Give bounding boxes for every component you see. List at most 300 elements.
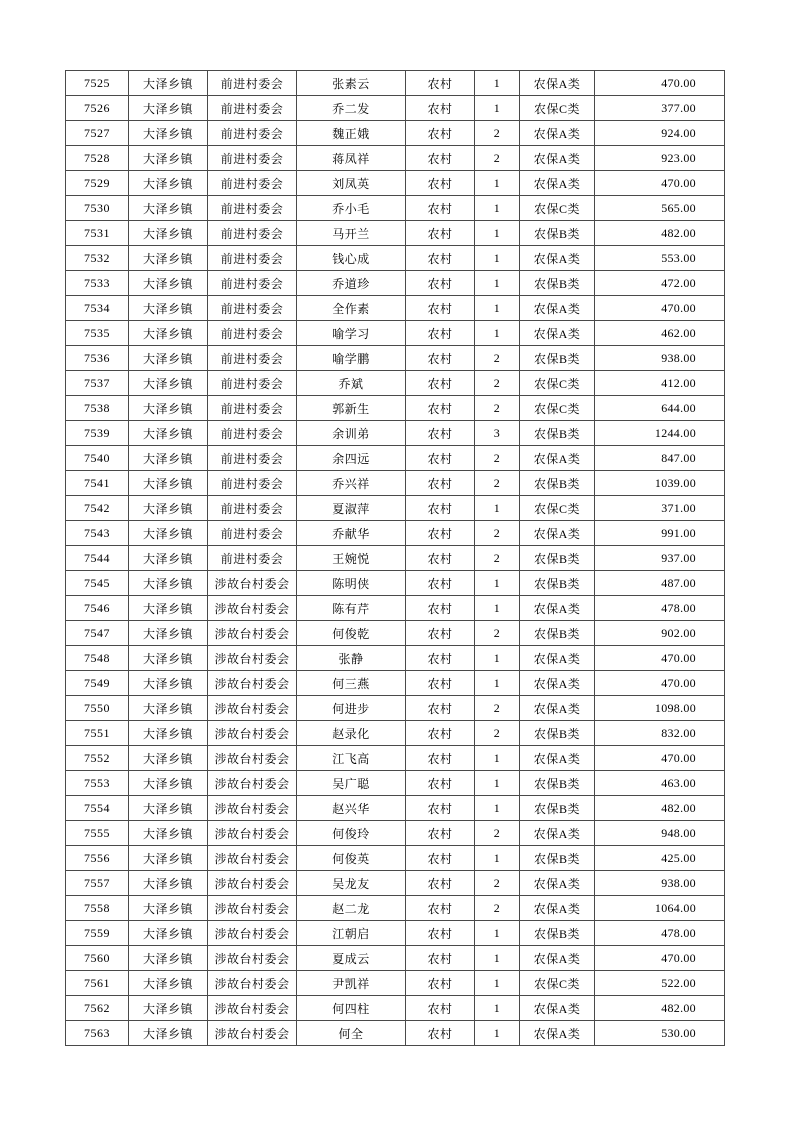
cell-village-committee: 前进村委会	[208, 196, 297, 221]
table-row	[66, 321, 725, 346]
cell-village-committee: 前进村委会	[208, 471, 297, 496]
cell-person-name: 余训弟	[297, 421, 406, 446]
table-row	[66, 296, 725, 321]
cell-residence-category: 农村	[406, 496, 475, 521]
cell-village-committee: 涉故台村委会	[208, 746, 297, 771]
cell-residence-category: 农村	[406, 571, 475, 596]
cell-insurance-type: 农保B类	[520, 721, 595, 746]
cell-record-id: 7540	[66, 446, 129, 471]
cell-insurance-type: 农保A类	[520, 296, 595, 321]
cell-person-count: 2	[475, 871, 520, 896]
cell-amount: 991.00	[595, 521, 725, 546]
cell-amount: 902.00	[595, 621, 725, 646]
cell-person-name: 赵兴华	[297, 796, 406, 821]
table-row	[66, 121, 725, 146]
cell-township: 大泽乡镇	[129, 446, 208, 471]
cell-person-name: 喻学习	[297, 321, 406, 346]
cell-insurance-type: 农保B类	[520, 346, 595, 371]
cell-person-count: 1	[475, 796, 520, 821]
cell-township: 大泽乡镇	[129, 71, 208, 96]
cell-amount: 470.00	[595, 646, 725, 671]
cell-person-name: 乔兴祥	[297, 471, 406, 496]
cell-township: 大泽乡镇	[129, 896, 208, 921]
cell-record-id: 7536	[66, 346, 129, 371]
cell-insurance-type: 农保A类	[520, 146, 595, 171]
cell-person-name: 何三燕	[297, 671, 406, 696]
cell-record-id: 7561	[66, 971, 129, 996]
cell-residence-category: 农村	[406, 996, 475, 1021]
cell-village-committee: 涉故台村委会	[208, 721, 297, 746]
cell-amount: 482.00	[595, 996, 725, 1021]
cell-person-name: 余四远	[297, 446, 406, 471]
cell-residence-category: 农村	[406, 171, 475, 196]
cell-township: 大泽乡镇	[129, 521, 208, 546]
cell-record-id: 7551	[66, 721, 129, 746]
cell-person-name: 乔二发	[297, 96, 406, 121]
cell-village-committee: 前进村委会	[208, 121, 297, 146]
cell-insurance-type: 农保A类	[520, 996, 595, 1021]
table-row	[66, 971, 725, 996]
cell-record-id: 7552	[66, 746, 129, 771]
cell-township: 大泽乡镇	[129, 121, 208, 146]
cell-record-id: 7535	[66, 321, 129, 346]
cell-person-count: 1	[475, 296, 520, 321]
cell-person-count: 1	[475, 921, 520, 946]
cell-township: 大泽乡镇	[129, 1021, 208, 1046]
cell-amount: 425.00	[595, 846, 725, 871]
cell-amount: 412.00	[595, 371, 725, 396]
cell-residence-category: 农村	[406, 246, 475, 271]
cell-person-count: 1	[475, 496, 520, 521]
table-row	[66, 346, 725, 371]
cell-insurance-type: 农保C类	[520, 196, 595, 221]
cell-person-name: 吴龙友	[297, 871, 406, 896]
cell-record-id: 7559	[66, 921, 129, 946]
cell-insurance-type: 农保A类	[520, 671, 595, 696]
cell-amount: 463.00	[595, 771, 725, 796]
cell-person-count: 1	[475, 846, 520, 871]
cell-township: 大泽乡镇	[129, 471, 208, 496]
cell-person-name: 郭新生	[297, 396, 406, 421]
cell-insurance-type: 农保C类	[520, 371, 595, 396]
cell-person-count: 1	[475, 321, 520, 346]
cell-village-committee: 涉故台村委会	[208, 821, 297, 846]
table-row	[66, 146, 725, 171]
cell-village-committee: 前进村委会	[208, 246, 297, 271]
cell-person-name: 何俊英	[297, 846, 406, 871]
cell-person-count: 1	[475, 96, 520, 121]
cell-insurance-type: 农保B类	[520, 771, 595, 796]
cell-person-name: 赵二龙	[297, 896, 406, 921]
cell-village-committee: 前进村委会	[208, 221, 297, 246]
cell-village-committee: 涉故台村委会	[208, 771, 297, 796]
table-row	[66, 621, 725, 646]
cell-residence-category: 农村	[406, 71, 475, 96]
cell-record-id: 7544	[66, 546, 129, 571]
cell-amount: 937.00	[595, 546, 725, 571]
cell-record-id: 7543	[66, 521, 129, 546]
table-row	[66, 846, 725, 871]
cell-village-committee: 涉故台村委会	[208, 671, 297, 696]
table-row	[66, 71, 725, 96]
cell-person-count: 1	[475, 1021, 520, 1046]
cell-village-committee: 涉故台村委会	[208, 796, 297, 821]
cell-amount: 1098.00	[595, 696, 725, 721]
cell-person-count: 1	[475, 571, 520, 596]
cell-amount: 470.00	[595, 946, 725, 971]
cell-township: 大泽乡镇	[129, 771, 208, 796]
cell-person-name: 魏正娥	[297, 121, 406, 146]
cell-village-committee: 涉故台村委会	[208, 571, 297, 596]
cell-residence-category: 农村	[406, 146, 475, 171]
cell-insurance-type: 农保C类	[520, 396, 595, 421]
cell-amount: 478.00	[595, 596, 725, 621]
cell-village-committee: 涉故台村委会	[208, 871, 297, 896]
cell-person-count: 1	[475, 171, 520, 196]
cell-residence-category: 农村	[406, 446, 475, 471]
cell-insurance-type: 农保A类	[520, 821, 595, 846]
table-row	[66, 446, 725, 471]
cell-record-id: 7553	[66, 771, 129, 796]
cell-township: 大泽乡镇	[129, 271, 208, 296]
cell-record-id: 7548	[66, 646, 129, 671]
cell-township: 大泽乡镇	[129, 296, 208, 321]
cell-record-id: 7530	[66, 196, 129, 221]
cell-record-id: 7554	[66, 796, 129, 821]
cell-person-count: 2	[475, 721, 520, 746]
cell-village-committee: 前进村委会	[208, 346, 297, 371]
cell-record-id: 7526	[66, 96, 129, 121]
cell-insurance-type: 农保A类	[520, 696, 595, 721]
table-row	[66, 546, 725, 571]
cell-residence-category: 农村	[406, 821, 475, 846]
cell-person-name: 蒋凤祥	[297, 146, 406, 171]
cell-township: 大泽乡镇	[129, 221, 208, 246]
cell-insurance-type: 农保B类	[520, 221, 595, 246]
cell-residence-category: 农村	[406, 696, 475, 721]
cell-record-id: 7545	[66, 571, 129, 596]
cell-village-committee: 涉故台村委会	[208, 996, 297, 1021]
cell-person-count: 2	[475, 546, 520, 571]
cell-township: 大泽乡镇	[129, 596, 208, 621]
table-row	[66, 396, 725, 421]
cell-amount: 1244.00	[595, 421, 725, 446]
cell-person-name: 吴广聪	[297, 771, 406, 796]
cell-residence-category: 农村	[406, 421, 475, 446]
cell-insurance-type: 农保A类	[520, 746, 595, 771]
cell-person-count: 1	[475, 246, 520, 271]
table-row	[66, 521, 725, 546]
table-row	[66, 271, 725, 296]
cell-record-id: 7556	[66, 846, 129, 871]
table-row	[66, 246, 725, 271]
cell-record-id: 7525	[66, 71, 129, 96]
cell-village-committee: 涉故台村委会	[208, 971, 297, 996]
cell-person-name: 夏成云	[297, 946, 406, 971]
cell-village-committee: 涉故台村委会	[208, 921, 297, 946]
cell-record-id: 7541	[66, 471, 129, 496]
cell-village-committee: 涉故台村委会	[208, 596, 297, 621]
cell-person-count: 1	[475, 771, 520, 796]
table-row	[66, 921, 725, 946]
cell-person-name: 喻学鹏	[297, 346, 406, 371]
cell-insurance-type: 农保B类	[520, 621, 595, 646]
cell-insurance-type: 农保C类	[520, 96, 595, 121]
table-row	[66, 996, 725, 1021]
cell-person-count: 2	[475, 446, 520, 471]
cell-village-committee: 前进村委会	[208, 546, 297, 571]
table-body	[66, 71, 725, 1046]
table-row	[66, 496, 725, 521]
cell-residence-category: 农村	[406, 96, 475, 121]
cell-residence-category: 农村	[406, 371, 475, 396]
cell-insurance-type: 农保B类	[520, 271, 595, 296]
cell-record-id: 7532	[66, 246, 129, 271]
cell-insurance-type: 农保A类	[520, 321, 595, 346]
cell-residence-category: 农村	[406, 946, 475, 971]
cell-residence-category: 农村	[406, 321, 475, 346]
cell-insurance-type: 农保A类	[520, 946, 595, 971]
cell-amount: 487.00	[595, 571, 725, 596]
cell-amount: 832.00	[595, 721, 725, 746]
cell-township: 大泽乡镇	[129, 346, 208, 371]
cell-record-id: 7555	[66, 821, 129, 846]
cell-township: 大泽乡镇	[129, 246, 208, 271]
cell-village-committee: 前进村委会	[208, 146, 297, 171]
cell-person-count: 2	[475, 396, 520, 421]
cell-record-id: 7557	[66, 871, 129, 896]
cell-record-id: 7539	[66, 421, 129, 446]
cell-amount: 470.00	[595, 296, 725, 321]
cell-residence-category: 农村	[406, 221, 475, 246]
cell-insurance-type: 农保A类	[520, 596, 595, 621]
cell-insurance-type: 农保C类	[520, 971, 595, 996]
cell-amount: 377.00	[595, 96, 725, 121]
table-row	[66, 946, 725, 971]
cell-village-committee: 涉故台村委会	[208, 621, 297, 646]
cell-insurance-type: 农保B类	[520, 421, 595, 446]
cell-residence-category: 农村	[406, 396, 475, 421]
cell-residence-category: 农村	[406, 271, 475, 296]
cell-township: 大泽乡镇	[129, 146, 208, 171]
cell-person-name: 乔献华	[297, 521, 406, 546]
cell-person-count: 1	[475, 271, 520, 296]
cell-township: 大泽乡镇	[129, 421, 208, 446]
cell-residence-category: 农村	[406, 621, 475, 646]
table-row	[66, 721, 725, 746]
cell-person-name: 江飞高	[297, 746, 406, 771]
cell-township: 大泽乡镇	[129, 721, 208, 746]
cell-township: 大泽乡镇	[129, 746, 208, 771]
table-row	[66, 771, 725, 796]
cell-person-count: 1	[475, 596, 520, 621]
cell-record-id: 7547	[66, 621, 129, 646]
cell-village-committee: 涉故台村委会	[208, 946, 297, 971]
cell-residence-category: 农村	[406, 346, 475, 371]
cell-record-id: 7546	[66, 596, 129, 621]
cell-village-committee: 前进村委会	[208, 321, 297, 346]
cell-record-id: 7529	[66, 171, 129, 196]
cell-amount: 924.00	[595, 121, 725, 146]
cell-record-id: 7560	[66, 946, 129, 971]
cell-township: 大泽乡镇	[129, 996, 208, 1021]
benefit-roster-table	[65, 70, 725, 1046]
cell-insurance-type: 农保A类	[520, 521, 595, 546]
cell-amount: 482.00	[595, 221, 725, 246]
cell-person-name: 乔道珍	[297, 271, 406, 296]
cell-person-count: 2	[475, 821, 520, 846]
cell-township: 大泽乡镇	[129, 921, 208, 946]
cell-person-count: 1	[475, 71, 520, 96]
cell-person-name: 江朝启	[297, 921, 406, 946]
cell-person-name: 何进步	[297, 696, 406, 721]
cell-amount: 478.00	[595, 921, 725, 946]
cell-person-name: 陈有芹	[297, 596, 406, 621]
cell-village-committee: 前进村委会	[208, 446, 297, 471]
cell-residence-category: 农村	[406, 846, 475, 871]
cell-township: 大泽乡镇	[129, 96, 208, 121]
cell-amount: 948.00	[595, 821, 725, 846]
cell-person-name: 尹凯祥	[297, 971, 406, 996]
cell-person-count: 1	[475, 946, 520, 971]
cell-amount: 923.00	[595, 146, 725, 171]
cell-village-committee: 前进村委会	[208, 371, 297, 396]
cell-insurance-type: 农保B类	[520, 921, 595, 946]
cell-residence-category: 农村	[406, 471, 475, 496]
cell-insurance-type: 农保A类	[520, 896, 595, 921]
cell-record-id: 7550	[66, 696, 129, 721]
cell-village-committee: 前进村委会	[208, 271, 297, 296]
cell-township: 大泽乡镇	[129, 621, 208, 646]
cell-person-count: 2	[475, 121, 520, 146]
cell-township: 大泽乡镇	[129, 846, 208, 871]
table-row	[66, 821, 725, 846]
cell-township: 大泽乡镇	[129, 546, 208, 571]
table-row	[66, 746, 725, 771]
table-row	[66, 96, 725, 121]
table-row	[66, 596, 725, 621]
cell-person-name: 何俊乾	[297, 621, 406, 646]
cell-amount: 1064.00	[595, 896, 725, 921]
cell-township: 大泽乡镇	[129, 646, 208, 671]
table-row	[66, 671, 725, 696]
cell-township: 大泽乡镇	[129, 196, 208, 221]
cell-insurance-type: 农保B类	[520, 796, 595, 821]
cell-amount: 1039.00	[595, 471, 725, 496]
cell-record-id: 7531	[66, 221, 129, 246]
cell-insurance-type: 农保B类	[520, 471, 595, 496]
table-row	[66, 171, 725, 196]
cell-insurance-type: 农保A类	[520, 121, 595, 146]
cell-village-committee: 前进村委会	[208, 421, 297, 446]
cell-residence-category: 农村	[406, 546, 475, 571]
cell-amount: 470.00	[595, 71, 725, 96]
cell-residence-category: 农村	[406, 596, 475, 621]
cell-insurance-type: 农保A类	[520, 646, 595, 671]
cell-person-count: 1	[475, 671, 520, 696]
cell-record-id: 7562	[66, 996, 129, 1021]
cell-village-committee: 前进村委会	[208, 171, 297, 196]
cell-village-committee: 前进村委会	[208, 396, 297, 421]
cell-person-count: 2	[475, 371, 520, 396]
cell-township: 大泽乡镇	[129, 971, 208, 996]
cell-residence-category: 农村	[406, 771, 475, 796]
cell-person-count: 2	[475, 896, 520, 921]
cell-amount: 371.00	[595, 496, 725, 521]
cell-person-name: 赵录化	[297, 721, 406, 746]
cell-township: 大泽乡镇	[129, 321, 208, 346]
cell-amount: 522.00	[595, 971, 725, 996]
cell-township: 大泽乡镇	[129, 871, 208, 896]
cell-residence-category: 农村	[406, 646, 475, 671]
cell-record-id: 7558	[66, 896, 129, 921]
cell-village-committee: 前进村委会	[208, 521, 297, 546]
cell-amount: 938.00	[595, 871, 725, 896]
cell-person-name: 陈明侠	[297, 571, 406, 596]
table-row	[66, 371, 725, 396]
table-row	[66, 871, 725, 896]
cell-person-count: 2	[475, 621, 520, 646]
cell-person-name: 乔小毛	[297, 196, 406, 221]
cell-amount: 470.00	[595, 746, 725, 771]
cell-residence-category: 农村	[406, 746, 475, 771]
cell-person-count: 3	[475, 421, 520, 446]
cell-residence-category: 农村	[406, 971, 475, 996]
table-row	[66, 1021, 725, 1046]
cell-residence-category: 农村	[406, 896, 475, 921]
table-row	[66, 471, 725, 496]
cell-record-id: 7563	[66, 1021, 129, 1046]
cell-person-name: 王婉悦	[297, 546, 406, 571]
cell-residence-category: 农村	[406, 921, 475, 946]
cell-township: 大泽乡镇	[129, 171, 208, 196]
cell-amount: 470.00	[595, 171, 725, 196]
cell-residence-category: 农村	[406, 796, 475, 821]
cell-township: 大泽乡镇	[129, 396, 208, 421]
cell-amount: 565.00	[595, 196, 725, 221]
cell-person-name: 全作素	[297, 296, 406, 321]
table-row	[66, 221, 725, 246]
cell-amount: 847.00	[595, 446, 725, 471]
cell-person-name: 何全	[297, 1021, 406, 1046]
cell-village-committee: 前进村委会	[208, 296, 297, 321]
cell-residence-category: 农村	[406, 1021, 475, 1046]
cell-person-count: 1	[475, 996, 520, 1021]
cell-record-id: 7538	[66, 396, 129, 421]
cell-insurance-type: 农保B类	[520, 546, 595, 571]
cell-insurance-type: 农保A类	[520, 246, 595, 271]
cell-village-committee: 涉故台村委会	[208, 1021, 297, 1046]
cell-insurance-type: 农保A类	[520, 871, 595, 896]
cell-village-committee: 涉故台村委会	[208, 896, 297, 921]
table-row	[66, 571, 725, 596]
cell-person-count: 2	[475, 346, 520, 371]
cell-person-count: 2	[475, 521, 520, 546]
cell-village-committee: 涉故台村委会	[208, 646, 297, 671]
cell-person-count: 1	[475, 196, 520, 221]
cell-person-name: 何俊玲	[297, 821, 406, 846]
table-row	[66, 796, 725, 821]
cell-insurance-type: 农保B类	[520, 571, 595, 596]
cell-person-name: 夏淑萍	[297, 496, 406, 521]
cell-person-name: 张静	[297, 646, 406, 671]
cell-amount: 938.00	[595, 346, 725, 371]
cell-insurance-type: 农保C类	[520, 496, 595, 521]
cell-village-committee: 涉故台村委会	[208, 846, 297, 871]
cell-record-id: 7527	[66, 121, 129, 146]
table-row	[66, 696, 725, 721]
cell-village-committee: 前进村委会	[208, 96, 297, 121]
